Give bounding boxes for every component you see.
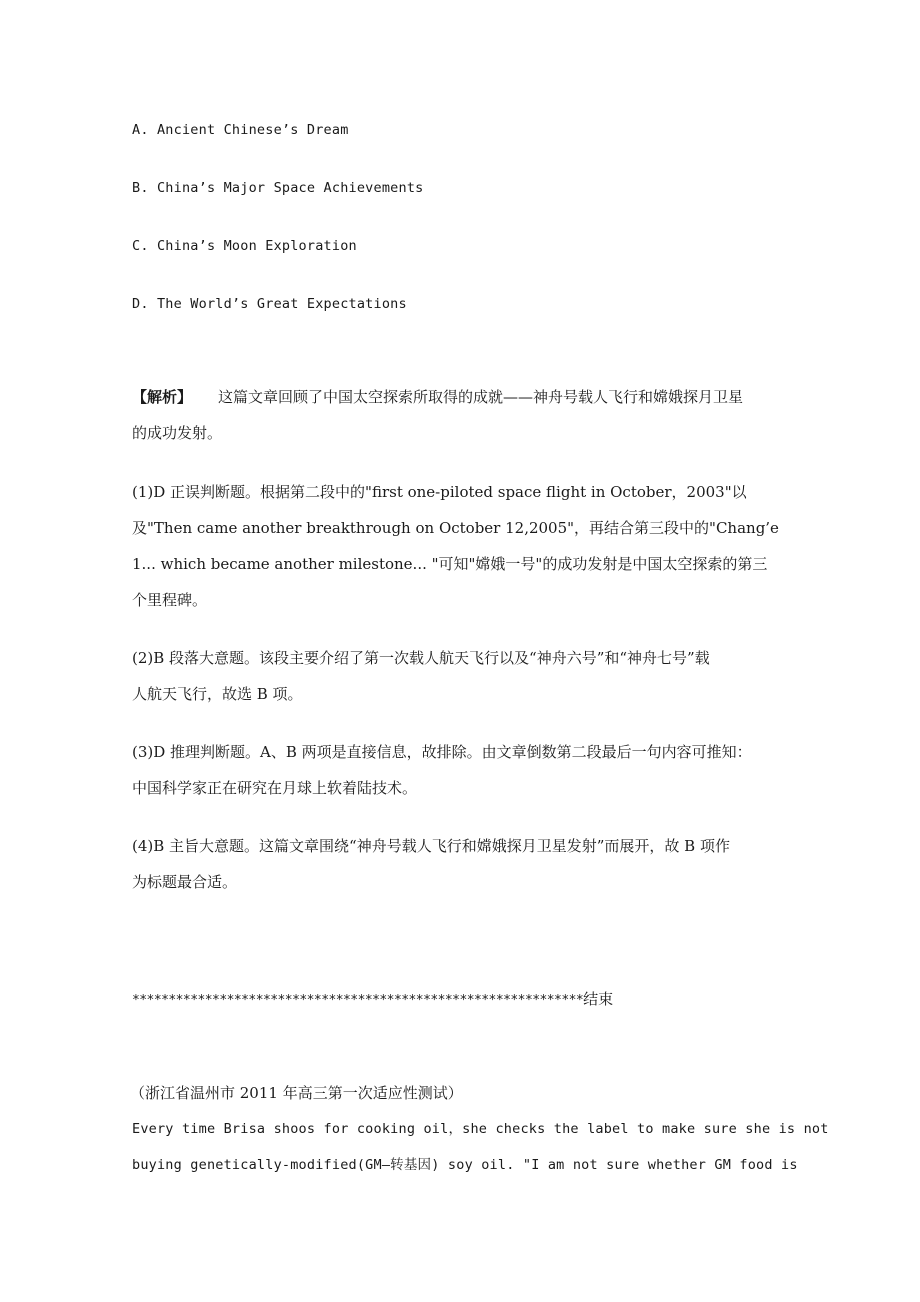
passage-line-2: buying genetically-modified(GM—转基因) soy oil. "I am not sure whether GM food is [132,1157,798,1173]
option-c: C. China’s Moon Exploration [132,238,357,254]
passage-source: （浙江省温州市 2011 年高三第一次适应性测试） [130,1084,463,1102]
q1-line-4: 个里程碑。 [132,591,208,609]
divider-stars: ************************************************************** [132,993,584,1008]
option-d: D. The World’s Great Expectations [132,296,407,312]
end-divider [132,989,613,1011]
end-label: 结束 [583,990,614,1008]
option-a: A. Ancient Chinese’s Dream [132,122,349,138]
option-b: B. China’s Major Space Achievements [132,180,424,196]
analysis-label: 【解析】 [132,388,193,406]
q1-line-3: 1... which became another milestone... "可知"嫦娥一号"的成功发射是中国太空探索的第三 [132,555,768,573]
q4-line-2: 为标题最合适。 [132,873,238,891]
q4-line-1: (4)B 主旨大意题。这篇文章围绕“神舟号载人飞行和嫦娥探月卫星发射”而展开，故 B 项作 [132,837,730,855]
analysis-intro-line-1 [132,387,743,407]
q1-line-1: (1)D 正误判断题。根据第二段中的"first one-piloted space flight in October，2003"以 [132,483,747,501]
q2-line-2: 人航天飞行，故选 B 项。 [132,685,303,703]
q3-line-2: 中国科学家正在研究在月球上软着陆技术。 [132,779,418,797]
passage-line-1: Every time Brisa shoos for cooking oil，she checks the label to make sure she is not [132,1121,829,1137]
analysis-intro-line-2: 的成功发射。 [132,424,223,442]
q2-line-1: (2)B 段落大意题。该段主要介绍了第一次载人航天飞行以及“神舟六号”和“神舟七号”载 [132,649,710,667]
q3-line-1: (3)D 推理判断题。A、B 两项是直接信息，故排除。由文章倒数第二段最后一句内容可推知： [132,743,752,761]
analysis-intro-text: 这篇文章回顾了中国太空探索所取得的成就——神舟号载人飞行和嫦娥探月卫星 [218,388,744,406]
q1-line-2: 及"Then came another breakthrough on October 12,2005"，再结合第三段中的"Chang’e [132,519,779,537]
